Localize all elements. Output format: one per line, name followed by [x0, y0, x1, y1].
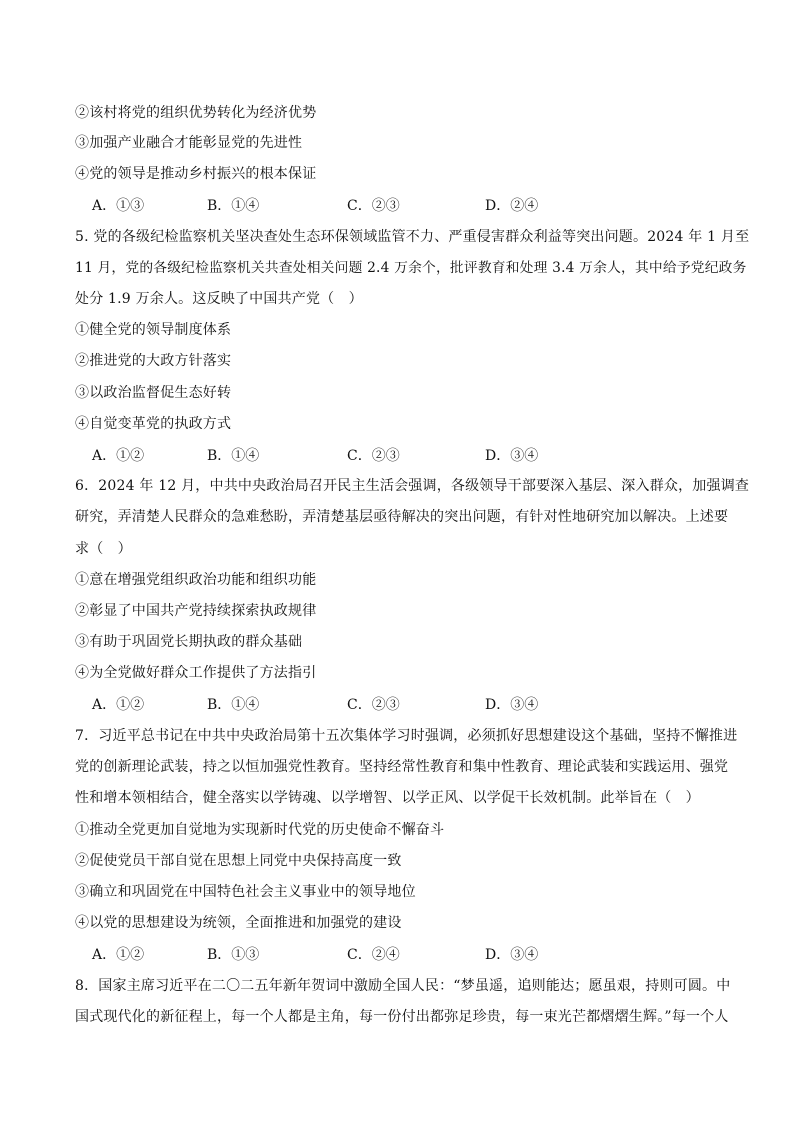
q5-stem-line-1: 5. 党的各级纪检监察机关坚决查处生态环保领域监管不力、严重侵害群众利益等突出问题。2024 年 1 月至 [75, 229, 750, 245]
q5-option-d[interactable]: D．③④ [485, 448, 539, 464]
q7-item-3: ③确立和巩固党在中国特色社会主义事业中的领导地位 [75, 884, 416, 900]
q4-option-d[interactable]: D．②④ [485, 198, 539, 214]
q7-option-c[interactable]: C．②④ [347, 947, 400, 963]
q6-option-b[interactable]: B．①④ [207, 697, 260, 713]
q4-item-2: ②该村将党的组织优势转化为经济优势 [75, 105, 317, 121]
q6-item-3: ③有助于巩固党长期执政的群众基础 [75, 634, 303, 650]
q8-stem-line-1: 8．国家主席习近平在二〇二五年新年贺词中激励全国人民：“梦虽遥，追则能达；愿虽艰，持则可圆。中 [75, 978, 731, 994]
q7-option-b[interactable]: B．①③ [207, 947, 260, 963]
q6-item-4: ④为全党做好群众工作提供了方法指引 [75, 665, 317, 681]
q4-option-a[interactable]: A．①③ [92, 198, 145, 214]
q4-item-4: ④党的领导是推动乡村振兴的根本保证 [75, 166, 317, 182]
q7-option-d[interactable]: D．③④ [485, 947, 539, 963]
q7-item-4: ④以党的思想建设为统领，全面推进和加强党的建设 [75, 915, 402, 931]
q5-stem-line-3: 处分 1.9 万余人。这反映了中国共产党（ ） [75, 291, 363, 307]
q4-option-b[interactable]: B．①④ [207, 198, 260, 214]
q5-item-4: ④自觉变革党的执政方式 [75, 416, 232, 432]
q4-option-c[interactable]: C．②③ [347, 198, 400, 214]
q4-item-3: ③加强产业融合才能彰显党的先进性 [75, 135, 303, 151]
q7-item-2: ②促使党员干部自觉在思想上同党中央保持高度一致 [75, 853, 402, 869]
q6-option-a[interactable]: A．①② [92, 697, 145, 713]
q6-option-c[interactable]: C．②③ [347, 697, 400, 713]
q7-stem-line-1: 7．习近平总书记在中共中央政治局第十五次集体学习时强调，必须抓好思想建设这个基础，坚持不懈推进 [75, 728, 738, 744]
q6-stem-line-3: 求（ ） [75, 541, 132, 557]
q6-stem-line-1: 6．2024 年 12 月，中共中央政治局召开民主生活会强调，各级领导干部要深入基层、深入群众，加强调查 [75, 478, 750, 494]
q6-option-d[interactable]: D．③④ [485, 697, 539, 713]
q5-option-c[interactable]: C．②③ [347, 448, 400, 464]
q5-option-a[interactable]: A．①② [92, 448, 145, 464]
q7-option-a[interactable]: A．①② [92, 947, 145, 963]
q6-item-2: ②彰显了中国共产党持续探索执政规律 [75, 603, 317, 619]
q5-item-1: ①健全党的领导制度体系 [75, 322, 232, 338]
q6-item-1: ①意在增强党组织政治功能和组织功能 [75, 572, 317, 588]
q5-item-3: ③以政治监督促生态好转 [75, 385, 232, 401]
q7-item-1: ①推动全党更加自觉地为实现新时代党的历史使命不懈奋斗 [75, 822, 445, 838]
q7-stem-line-2: 党的创新理论武装，持之以恒加强党性教育。坚持经常性教育和集中性教育、理论武装和实践运用、强党 [75, 759, 729, 775]
q8-stem-line-2: 国式现代化的新征程上，每一个人都是主角，每一份付出都弥足珍贵，每一束光芒都熠熠生辉。”每一个人 [75, 1009, 729, 1025]
q6-stem-line-2: 研究，弄清楚人民群众的急难愁盼，弄清楚基层亟待解决的突出问题，有针对性地研究加以解决。上述要 [75, 509, 729, 525]
q5-stem-line-2: 11 月，党的各级纪检监察机关共查处相关问题 2.4 万余个，批评教育和处理 3.4 万余人，其中给予党纪政务 [75, 260, 747, 276]
q5-item-2: ②推进党的大政方针落实 [75, 353, 232, 369]
q7-stem-line-3: 性和增本领相结合，健全落实以学铸魂、以学增智、以学正风、以学促干长效机制。此举旨在（ ） [75, 790, 700, 806]
q5-option-b[interactable]: B．①④ [207, 448, 260, 464]
